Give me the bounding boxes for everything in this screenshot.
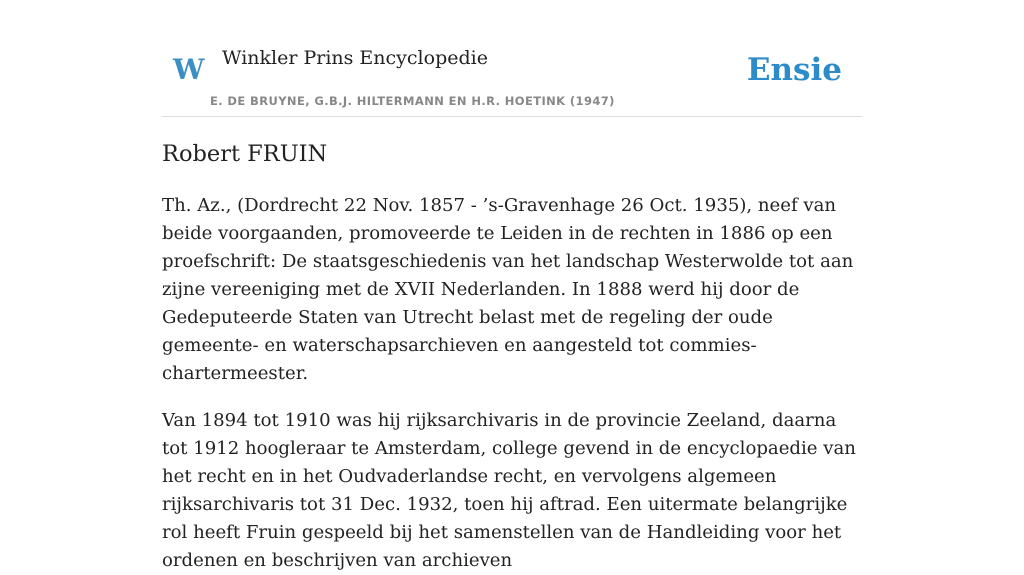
site-title[interactable]: Winkler Prins Encyclopedie	[222, 47, 488, 69]
ensie-brand-link[interactable]: Ensie	[746, 52, 842, 88]
site-header	[162, 0, 862, 117]
article-paragraph: Th. Az., (Dordrecht 22 Nov. 1857 - ’s-Gravenhage 26 Oct. 1935), neef van beide voorgaanden, promoveerde te Leiden in de rechten in 1886 op een proefschrift: De staatsgeschiedenis van het landschap Westerwolde tot aan zijne vereeniging met de XVII Nederlanden. In 1888 werd hij door de Gedeputeerde Staten van Utrecht belast met de regeling der oude gemeente- en waterschapsarchieven en aangesteld tot commies-chartermeester.	[162, 195, 854, 384]
article-title: Robert FRUIN	[162, 141, 328, 167]
article-paragraph: Van 1894 tot 1910 was hij rijksarchivaris in de provincie Zeeland, daarna tot 1912 hoogleraar te Amsterdam, college gevend in de encyclopaedie van het recht en in het Oudvaderlandse recht, en vervolgens algemeen rijksarchivaris tot 31 Dec. 1932, toen hij aftrad. Een uitermate belangrijke rol heeft Fruin gespeeld bij het samenstellen van de Handleiding voor het ordenen en beschrijven van archieven	[162, 410, 856, 571]
article	[162, 138, 862, 575]
winkler-prins-logo-icon[interactable]: W	[173, 53, 205, 86]
authors-line: E. DE BRUYNE, G.B.J. HILTERMANN EN H.R. HOETINK (1947)	[210, 94, 615, 108]
